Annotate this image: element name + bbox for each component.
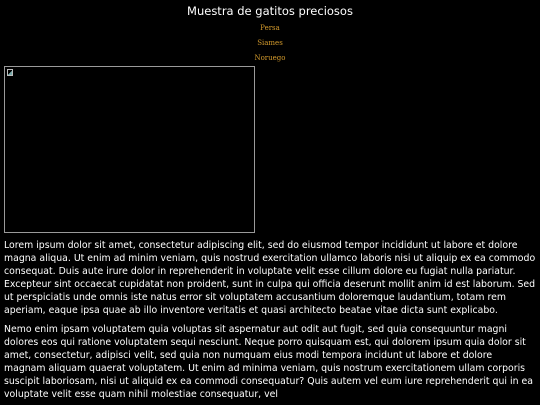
content-paragraph-2: Nemo enim ipsam voluptatem quia voluptas sit aspernatur aut odit aut fugit, sed quia consequuntur magni dolores eos qui ratione voluptatem sequi nesciunt. Neque porro quisquam est, qui dolorem ipsum quia dolor sit amet, consectetur, adipisci velit, sed quia non numquam eius modi tempora incidunt ut labore et dolore magnam aliquam quaerat voluptatem. Ut enim ad minima veniam, quis nostrum exercitationem ullam corporis suscipit laboriosam, nisi ut aliquid ex ea commodi consequatur? Quis autem vel eum iure reprehenderit qui in ea voluptate velit esse quam nihil molestiae consequatur, vel	[4, 324, 533, 400]
article-content	[4, 240, 536, 405]
page-title: Muestra de gatitos preciosos	[187, 4, 353, 18]
content-paragraph-1: Lorem ipsum dolor sit amet, consectetur adipiscing elit, sed do eiusmod tempor incididunt ut labore et dolore magna aliqua. Ut enim ad minim veniam, quis nostrud exercitation ullamco laboris nisi ut aliquip ex ea commodo consequat. Duis aute irure dolor in reprehenderit in voluptate velit esse cillum dolore eu fugiat nulla pariatur. Excepteur sint occaecat cupidatat non proident, sunt in culpa qui officia deserunt mollit anim id est laborum. Sed ut perspiciatis unde omnis iste natus error sit voluptatem accusantium doloremque laudantium, totam rem aperiam, eaque ipsa quae ab illo inventore veritatis et quasi architecto beatae vitae dicta sunt explicabo.	[4, 240, 536, 316]
kitten-image	[4, 66, 255, 233]
nav-link-persa[interactable]: Persa	[260, 24, 280, 32]
nav-link-noruego[interactable]: Noruego	[254, 54, 286, 62]
nav-link-siames[interactable]: Siames	[257, 39, 283, 47]
breed-nav	[0, 21, 540, 66]
broken-image-icon	[7, 69, 13, 76]
